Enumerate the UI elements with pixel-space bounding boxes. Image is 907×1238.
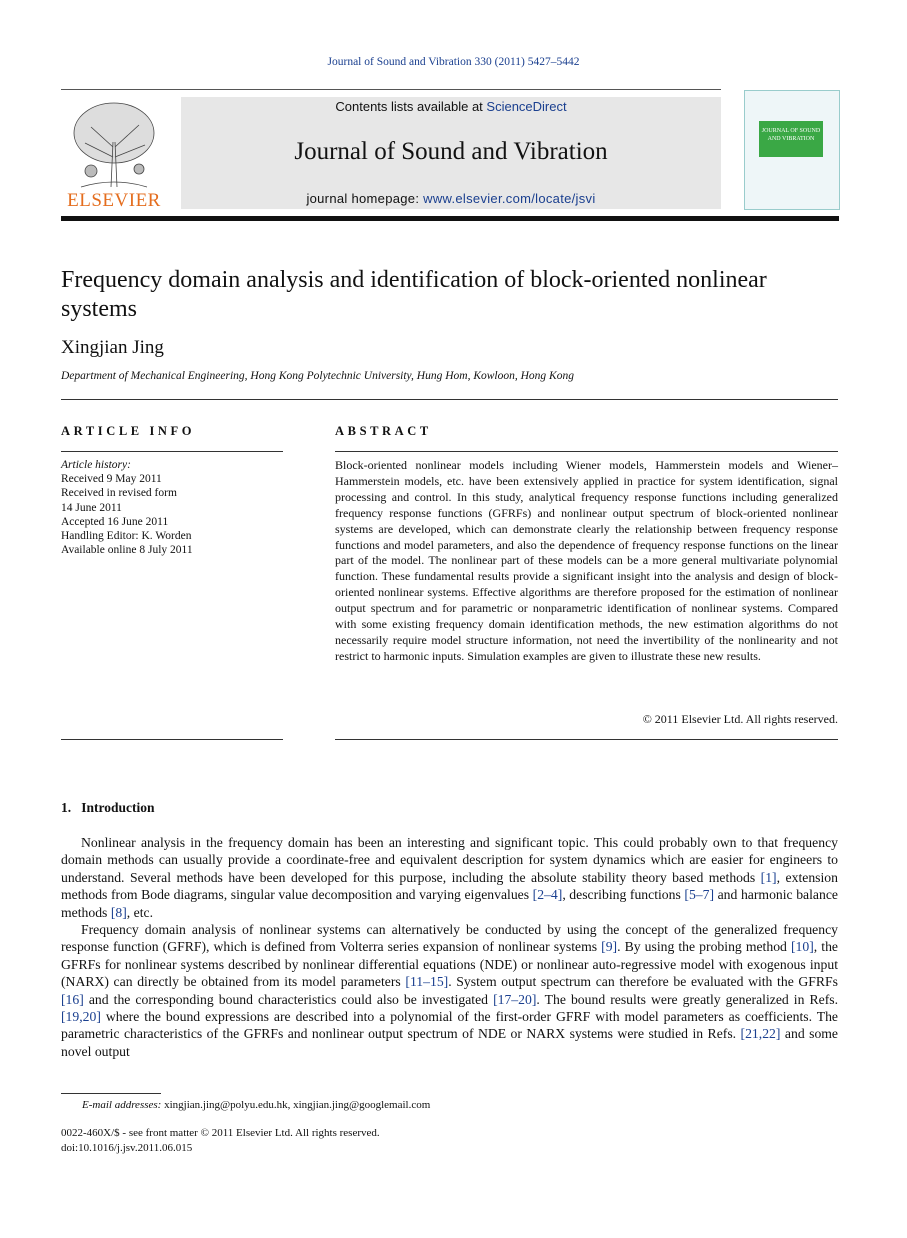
section-heading-introduction: 1. Introduction [61,800,155,815]
footnote-label: E-mail addresses: [82,1099,162,1111]
homepage-link[interactable]: www.elsevier.com/locate/jsvi [423,191,596,206]
text-run: , extension methods from Bode diagrams, singular value decomposition and varying eigenvalues [61,869,838,903]
article-title: Frequency domain analysis and identification of block-oriented nonlinear systems [61,267,767,322]
history-item: Received 9 May 2011 [61,473,162,486]
elsevier-wordmark: ELSEVIER [67,190,161,211]
citation-link[interactable]: [16] [61,991,84,1007]
history-label: Article history: [61,459,131,471]
history-item: Received in revised form [61,487,177,500]
citation-link[interactable]: [8] [110,904,127,920]
citation-link[interactable]: [19,20] [61,1009,101,1025]
contents-line [181,99,721,114]
cover-title: JOURNAL OF SOUND AND VIBRATION [761,128,821,142]
text-run: , etc. [126,904,154,920]
abstract-copyright: © 2011 Elsevier Ltd. All rights reserved. [642,712,838,726]
journal-reference[interactable]: Journal of Sound and Vibration 330 (2011) 5427–5442 [327,56,580,68]
sciencedirect-link[interactable]: ScienceDirect [486,99,567,114]
footnote-emails[interactable]: xingjian.jing@polyu.edu.hk, xingjian.jing@googlemail.com [161,1099,431,1111]
text-run: . System output spectrum can therefore be evaluated with the GFRFs [448,974,838,990]
abstract-rule [335,451,838,452]
contents-prefix: Contents lists available at [335,99,487,114]
history-item: 14 June 2011 [61,501,122,514]
front-matter-line: 0022-460X/$ - see front matter © 2011 Elsevier Ltd. All rights reserved. [61,1127,380,1139]
citation-link[interactable]: [1] [760,869,777,885]
introduction-body [61,834,838,1060]
article-history [61,458,193,557]
legal-notice [61,1126,380,1155]
footnote-rule [61,1093,161,1094]
text-run: . By using the probing method [617,939,791,955]
text-run: . The bound results were greatly generalized in Refs. [536,991,838,1007]
citation-link[interactable]: [11–15] [405,974,449,990]
paragraph-1 [61,834,838,921]
text-run: , describing functions [562,887,685,903]
homepage-prefix: journal homepage: [306,191,424,206]
header-top-rule [61,89,721,90]
text-run: Nonlinear analysis in the frequency domain has been an interesting and significant topic. This could probably own to that frequency domain methods can usually provide a coordinate-free and equivalent description for system dynamics which are easier for engineers to understand. Several methods have been developed for this purpose, including the absolute stability theory based methods [61,835,838,885]
title-divider [61,399,838,400]
text-run: , the GFRFs for nonlinear systems described by nonlinear differential equations (NDE) or nonlinear auto-regressive model with exogenous input (NARX) can directly be obtained from its model parameters [61,939,838,990]
author-affiliation: Department of Mechanical Engineering, Hong Kong Polytechnic University, Hung Hom, Kowloon, Hong Kong [61,370,574,382]
email-footnote [82,1099,430,1111]
citation-link[interactable]: [2–4] [532,887,563,903]
text-run: where the bound expressions are described into a polynomial of the first-order GFRF with model parameters as coefficients. The parametric characteristics of the GFRFs and nonlinear output spectrum of NDE or NARX systems were studied in Refs. [61,1009,838,1042]
author-name: Xingjian Jing [61,337,164,358]
paragraph-2 [61,921,838,1060]
article-info-bottom-rule [61,739,283,740]
text-run: and the corresponding bound characteristics could also be investigated [83,991,494,1007]
header-thick-rule [61,216,839,221]
article-info-rule [61,451,283,452]
citation-link[interactable]: [21,22] [740,1026,781,1042]
citation-link[interactable]: [9] [601,939,618,955]
abstract-bottom-rule [335,739,838,740]
text-run: and some novel output [61,1026,839,1059]
history-item: Available online 8 July 2011 [61,544,193,557]
history-item: Accepted 16 June 2011 [61,515,169,528]
journal-title: Journal of Sound and Vibration [294,138,608,165]
text-run: and harmonic balance methods [61,887,838,920]
citation-link[interactable]: [10] [790,939,814,955]
citation-link[interactable]: [5–7] [684,887,715,903]
citation-link[interactable]: [17–20] [493,991,537,1007]
text-run: Frequency domain analysis of nonlinear systems can alternatively be conducted by using the concept of the generalized frequency response function (GFRF), which is defined from Volterra series expansion of nonlinear systems [61,922,838,955]
doi-line[interactable]: doi:10.1016/j.jsv.2011.06.015 [61,1141,193,1154]
abstract-heading: ABSTRACT [335,424,432,438]
article-info-heading: ARTICLE INFO [61,424,196,438]
abstract-text: Block-oriented nonlinear models including Wiener models, Hammerstein models and Wiener–Hammerstein models, etc. have been extensively applied in practice for system identification, signal processing and control. In this study, analytical frequency response functions including generalized frequency response functions (GFRFs) and nonlinear output spectrum of block-oriented nonlinear systems are developed, which can demonstrate clearly the relationship between frequency response functions and model parameters, and also the dependence of frequency response functions on the linear part of the model. The nonlinear part of these models can be a more general multivariate polynomial function. These fundamental results provide a significant insight into the analysis and design of block-oriented nonlinear systems. Effective algorithms are therefore proposed for the estimation of nonlinear output spectrum and for parametric or nonparametric identification of nonlinear systems. Compared with some existing frequency domain identification methods, the new estimation algorithms do not necessarily require model structure information, not need the invertibility of the nonlinearity and not restrict to harmonic inputs. Simulation examples are given to illustrate these new results. [335,458,838,663]
homepage-line [181,191,721,206]
history-item: Handling Editor: K. Worden [61,530,192,543]
journal-cover-thumbnail[interactable] [744,90,840,210]
